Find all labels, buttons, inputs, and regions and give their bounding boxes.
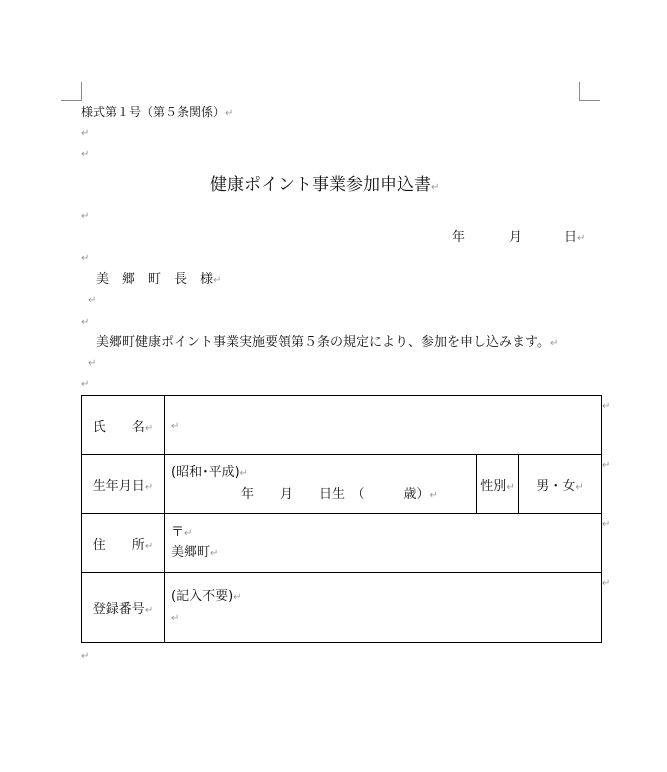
paragraph-mark (81, 211, 89, 223)
address-town: 美郷町 (171, 545, 211, 560)
row-birthdate (82, 455, 602, 514)
row-end-mark (602, 460, 610, 472)
paragraph-mark (81, 149, 89, 161)
birth-line: 年 月 日生 （ 歳） (241, 487, 430, 502)
name-label: 氏 名↵ (82, 396, 165, 455)
date-month: 月 (509, 230, 523, 245)
gender-options[interactable]: 男・女↵ (519, 455, 602, 514)
row-end-mark (602, 519, 610, 531)
row-registration (82, 573, 602, 643)
row-end-mark (602, 578, 610, 590)
paragraph-mark (88, 358, 96, 370)
date-year: 年 (452, 230, 466, 245)
birth-field[interactable]: (昭和･平成)↵ 年 月 日生 （ 歳）↵ (165, 455, 477, 514)
crop-mark-top-right (579, 82, 600, 101)
name-field[interactable]: ↵ (165, 396, 602, 455)
registration-label: 登録番号↵ (82, 573, 165, 643)
paragraph-mark (88, 295, 96, 307)
addressee: 美 郷 町 長 様↵ (96, 272, 222, 287)
paragraph-mark (81, 253, 89, 265)
row-address (82, 514, 602, 573)
registration-field: (記入不要)↵ ↵ (165, 573, 602, 643)
address-label: 住 所↵ (82, 514, 165, 573)
paragraph-mark (81, 317, 89, 329)
birth-era: (昭和･平成) (171, 465, 240, 480)
paragraph-mark (81, 379, 89, 391)
row-end-mark (602, 401, 610, 413)
postal-mark: 〒 (171, 525, 185, 540)
date-day: 日↵ (564, 230, 586, 245)
application-table (81, 395, 602, 643)
registration-note: (記入不要) (171, 589, 234, 604)
form-number: 様式第１号（第５条関係）↵ (81, 105, 234, 119)
paragraph-mark (81, 651, 89, 663)
crop-mark-top-left (61, 82, 82, 101)
row-name (82, 396, 602, 455)
address-field[interactable]: 〒↵ 美郷町↵ (165, 514, 602, 573)
intro-text: 美郷町健康ポイント事業実施要領第５条の規定により、参加を申し込みます。↵ (96, 335, 559, 350)
paragraph-mark (81, 128, 89, 140)
birth-label: 生年月日↵ (82, 455, 165, 514)
document-title: 健康ポイント事業参加申込書↵ (210, 175, 440, 195)
gender-label: 性別↵ (477, 455, 519, 514)
